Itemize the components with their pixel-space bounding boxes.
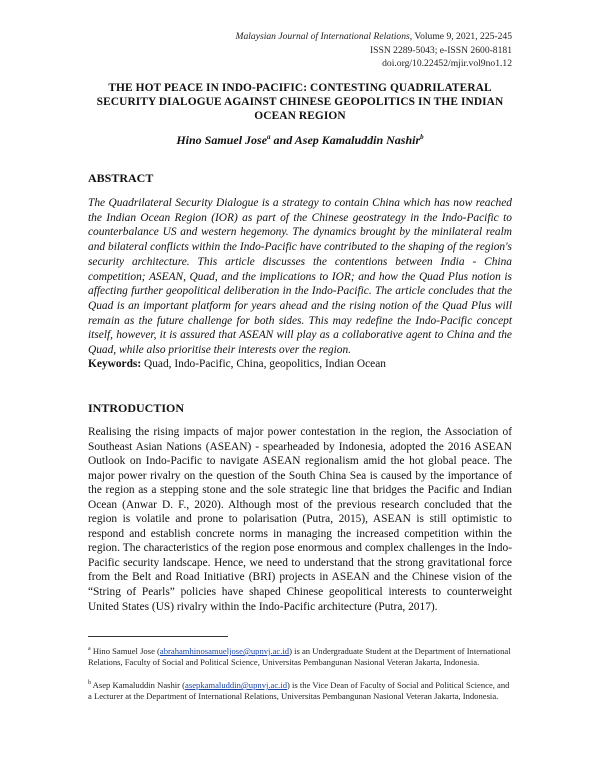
journal-citation xyxy=(235,30,512,44)
keywords-text: Quad, Indo-Pacific, China, geopolitics, Indian Ocean xyxy=(141,358,386,370)
keywords-label: Keywords: xyxy=(88,358,142,370)
author-conjunction: and xyxy=(270,133,295,147)
author-2: Asep Kamaluddin Nashir xyxy=(294,133,421,147)
footnote-a-lead: Hino Samuel Jose ( xyxy=(90,645,160,656)
footnote-a xyxy=(88,644,512,668)
journal-doi: doi.org/10.22452/mjir.vol9no1.12 xyxy=(382,58,512,69)
footnote-a-email-link[interactable]: abrahamhinosamueljose@upnvj.ac.id xyxy=(159,645,290,656)
footnote-a-rest: ) is an Undergraduate Student at the Department of International Relations, Faculty of Social and Political Science, Universitas Pembangunan Nasional Veteran Jakarta, Indonesia. xyxy=(88,645,511,668)
journal-header xyxy=(235,30,512,71)
footnote-b-rest: ) is the Vice Dean of Faculty of Social and Political Science, and a Lecturer at the Department of International Relations, Universitas Pembangunan Nasional Veteran Jakarta, Indonesia. xyxy=(88,679,510,702)
author-1-marker: a xyxy=(267,133,271,141)
footnote-b-marker: b xyxy=(88,680,91,686)
footnote-b xyxy=(88,678,512,702)
footnote-a-marker: a xyxy=(88,646,91,652)
introduction-heading: INTRODUCTION xyxy=(88,401,185,415)
abstract-text: The Quadrilateral Security Dialogue is a strategy to contain China which has now reached the Indian Ocean Region (IOR) as part of the Chinese geostrategy in the Indo-Pacific to counterbalance US and western hegemony. The dynamics brought by the minilateral realm and bilateral conflicts within the Indo-Pacific have contributed to the shaping of the region's security architecture. This article discusses the contentions between India - China competition; ASEAN, Quad, and the implications to IOR; and how the Quad Plus notion is affecting further geopolitical deliberation in the Indo-Pacific. The article concludes that the Quad is an important platform for years ahead and the rising notion of the Quad Plus will remain as the future challenge for both sides. This may redefine the Indo-Pacific concept itself, however, it is assured that ASEAN will play as a collaborative agent to China and the Quad, while also prioritise their interests over the region. xyxy=(88,197,512,357)
journal-name: Malaysian Journal of International Relations xyxy=(235,31,410,42)
author-1: Hino Samuel Jose xyxy=(176,133,268,147)
keywords-line xyxy=(88,358,512,370)
abstract-heading: ABSTRACT xyxy=(88,171,154,185)
author-line xyxy=(88,133,512,148)
journal-issn: ISSN 2289-5043; e-ISSN 2600-8181 xyxy=(369,44,512,56)
footnote-b-email-link[interactable]: asepkamaluddin@upnvj.ac.id xyxy=(185,679,287,690)
author-2-marker: b xyxy=(420,133,424,141)
paper-title: THE HOT PEACE IN INDO-PACIFIC: CONTESTING QUADRILATERAL SECURITY DIALOGUE AGAINST CHINESE GEOPOLITICS IN THE INDIAN OCEAN REGION xyxy=(96,82,504,122)
journal-volume: , Volume 9, 2021, 225-245 xyxy=(409,31,512,42)
footnote-divider xyxy=(88,636,228,637)
introduction-text: Realising the rising impacts of major power contestation in the region, the Association of Southeast Asian Nations (ASEAN) - spearheaded by Indonesia, adopted the 2016 ASEAN Outlook on Indo-Pacific to navigate ASEAN regionalism amid the hot global peace. The major power rivalry on the question of the South China Sea is caused by the importance of the region as a stepping stone and the sole strategic line that bridges the Pacific and Indian Ocean (Anwar D. F., 2020). Although most of the previous research concluded that the region is volatile and prone to polarisation (Putra, 2015), ASEAN is still optimistic to respond and establish concrete norms in managing the increased competition within the region. The characteristics of the region pose enormous and complex challenges in the Indo-Pacific security landscape. Hence, we need to understand that the strong gravitational force from the Belt and Road Initiative (BRI) projects in ASEAN and the Chinese vision of the “String of Pearls” policies have shaped Chinese geopolitical interests to counterweight United States (US) rivalry within the Indo-Pacific architecture (Putra, 2017). xyxy=(88,426,512,613)
footnote-b-lead: Asep Kamaluddin Nashir ( xyxy=(91,679,186,690)
